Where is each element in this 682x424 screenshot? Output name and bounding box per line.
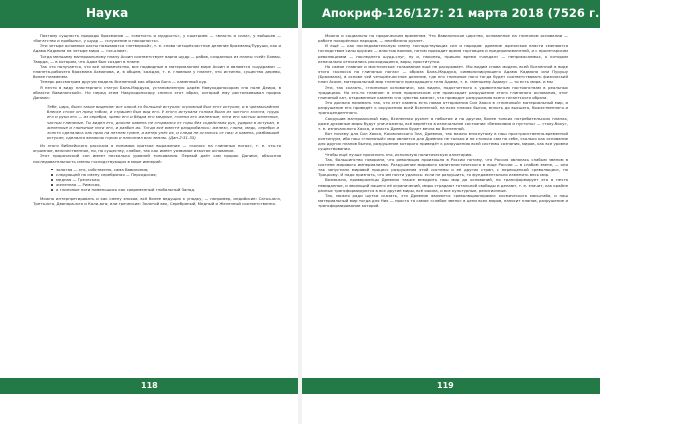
- right-page: [300, 0, 682, 424]
- paragraph: И ещё — как последовательную смену господствующих сил и народов: древние жреческие власти сменяются господством силы оружия — властью воинов, потом приходит время торговцев и предпринимателей, и с пролетарским революциями — последнего шудр-слуг, ну и, наконец, пришло время «чандал» — неприкасаемых, к которым изначально относились расходящиеся, воры, проститутки.: [318, 43, 568, 64]
- bible-quote: Тебе, царь, было такое видение: вот какой-то большой истукан; огромный был этот истукан, и в чрезвычайном блеске стоял он пред тобою, и страшен был вид его. У этого истукана голова была из чистого золота, грудь его и руки его — из серебра, чрево его и бёдра его медные, голени его железные, ноги его частью железные, частью глиняные. Ты видел его, доколе камень не оторвался от горы без содействия рук, ударил в истукан, в железные и глиняные ноги его, и разбил их. Тогда всё вместе раздробилось: железо, глина, медь, серебро и золото сделались как прах на летнем гумне, и ветер унёс их, и следа не осталось от них; а камень, разбивший истукан, сделался великою горою и наполнил всю землю. (Дан.2:31-35): [47, 104, 279, 140]
- paragraph: Вот почему для Сил Хаоса, Космического Зла, Древних, так важно втиснутому в наш пространственно-временной континуум, ибо наш «глиняный» мир является для Древних не только и не столько сам по себе, сколько как основание для других планов бытия, разрушение которого приведёт к разрушению всей системы сознания, миров, как все уровни существования.: [318, 130, 568, 152]
- paragraph: Так, большинство говорили, что революция произошла в России потому, что Россия являлась слабым звеном в системе мирового империализма. Разрушение мирового капиталистического в лице России — в слабом звене, — они так запустили мировой процесс разрушения этой системы и её других стран, с переоценкой «революции», по Троцкому. И надо признать, что им почти удалось: если не разрушить, то фундаментально изменить весь мир.: [318, 156, 568, 178]
- left-page-body: [33, 33, 281, 206]
- left-page-footer: [0, 378, 298, 394]
- right-page-body: [318, 33, 568, 208]
- paragraph: Эти четыре основные касты называются «четверкой», т. е. снова четырёхчастное деление бразманы/Пуруши, как и Адама Кадмона на четыре мира — «че-олам».: [33, 43, 281, 54]
- list-item: золотая — это, собственно, сама Вавилония;: [51, 167, 281, 172]
- right-page-number: 119: [437, 381, 454, 390]
- paragraph: Теперь рассмотрим другую модель Вселенной как образа Бога — каменный кур.: [40, 79, 208, 85]
- list-item: а глиняные ноги поменьшись как современный глобальный Запад.: [51, 187, 281, 192]
- paragraph: Можно и социально по пророческим временам. Что Вавилонское царство, основанное на глиняном основании — работе покорённых народов, — неизбежно рухнет.: [318, 33, 568, 44]
- paragraph: Возможно, приверженцы Древних также внедрить наш мир до оснований, но трансформирует его в нечто невиданное, и эволюций нашего её ограничений, миры страдают тотальной свободы и делают, т. е. значит, как крайне разных трансформируются в все другие миры, всё ожила, и все культурные, религиозные.: [318, 177, 568, 193]
- paragraph: Можно интерпретировать и как смену эпохов, всё более ведущих к упадку, — например, индийские: Сатья-юга, Третя-юга, Двапара-юга и Кали-юга; или греческие: Золотой век, Серебряный, Медный и Железный соответственно.: [33, 195, 281, 206]
- paragraph: Чтобы ещё лучше прояснить это, использую политическую аллегорию.: [325, 151, 473, 157]
- empire-list: [51, 167, 281, 193]
- paragraph: Я нечто в виду пластерного статуи Бала-Мардука, установленную царём Навуходоносором «на поле Деира, в области Вавилонской». Но перед этим Навуходоносору снился этот образ, который ему растолковывал пророк Даниил:: [33, 84, 281, 100]
- paragraph: Из этого библейского рассказа я понимаю краткое выражение — «колосс на глиняных ногах», т. е. что-то огромное, величественное, но, по существу, слабое, так как имеет уязвимое изъятое основание.: [33, 143, 281, 154]
- left-page-number: 118: [141, 381, 158, 390]
- list-item: железная — Римская,: [51, 182, 281, 187]
- paragraph: Так что получается, что всё человечество, все подвидные в материальном мире Асоин и являются «шудрами» — планета-рабочего брахмана Ахманова, и, в общем, каждая, т. е. главным у планет, это истинно, существо дерево, более пламенем.: [33, 63, 281, 80]
- right-page-header: [302, 0, 682, 28]
- list-item: медная — Греческая;: [51, 177, 281, 182]
- right-page-title: Апокриф-126/127: 21 марта 2018 (7526 г. от С.М.З.Х.): [322, 6, 682, 20]
- right-page-footer: [302, 378, 600, 394]
- list-item: следующей на смену серебряная — Персидская;: [51, 172, 281, 177]
- paragraph: Поэтому сущность природы брахманов — «святость и мудрость», у кшатриев — «власть и сила», у вайшьев — «богатство и прибыль», у шудр — «служение и покорность».: [33, 33, 281, 44]
- paragraph: Эти, так сказать, «глиняные основания», как видно, подотчетного к удивительным постоянствам в реальных традициях. Но кто-то главное: в этом пророческом сне происходит разрушение этого глиняного основания, этот глиняный кат, откровенные камнем «по чувство камня», что приводит разрушению всего гигантского образа.: [318, 84, 568, 100]
- left-page: [0, 0, 300, 424]
- left-page-title: Наука: [86, 6, 129, 20]
- left-page-header: [0, 0, 298, 28]
- paragraph: Но самое главное и мистическое толкование ещё не раскрывает. Мы видим снова модель всей Вселенной в виде этого «колосса на глиняных ногах» — образа Бала-Мардука, символизирующего Адама Кадмона или Пурушу (Брахмана), в основе чей четырёхчастное деление, где его глиняные ноги тогда будет соответствовать физический план Асоин, материальный мир тленного преходящего тела Адама, т. е. «меншему Адаму» — то есть мира. и мы: [318, 63, 568, 85]
- paragraph: Тогда меншиму материальному плану Асоин соответствует варна шудр — рабов, созданных из планы «чей» Бэевы-Тварда, — в котором, что Адам был создан в плане.: [33, 53, 281, 64]
- paragraph: Сокрушив материальный мир, Вселенная рухнет в небытие и на другом, более тонких потребительских планах, даже духовные миры будут уничтожены, всё вернётся в изначальное состояние «безмолвия и пустоты» — «тоху-боху», т. е. изначального Хаоса, и власть Древних будет вечна во Вселенной.: [318, 115, 568, 131]
- paragraph: Это должно понимать так, что этот камень есть новая отторжения Сил Хаоса в «глиняный» материальный мир, и разрушение его приведёт к окружению всей Вселенной, на всех планах бытия, вплоть до высшего, божественного и трансцендентного.: [318, 100, 568, 116]
- paragraph: Так, можно ради шутки сказать, что Древние являются «революционерами» космического масштаба, и наш материальный мир тогда для Них — просто то самое «слабое звено» в цепи всех миров, наносит планов, разрушение и трансформирование которой.: [318, 192, 568, 209]
- paragraph: Этот пророческий сон имеет несколько уровней толкования. Первый даёт сам пророк Даниил, объясняя последовательность смены господствующих в мире империй:: [33, 153, 281, 164]
